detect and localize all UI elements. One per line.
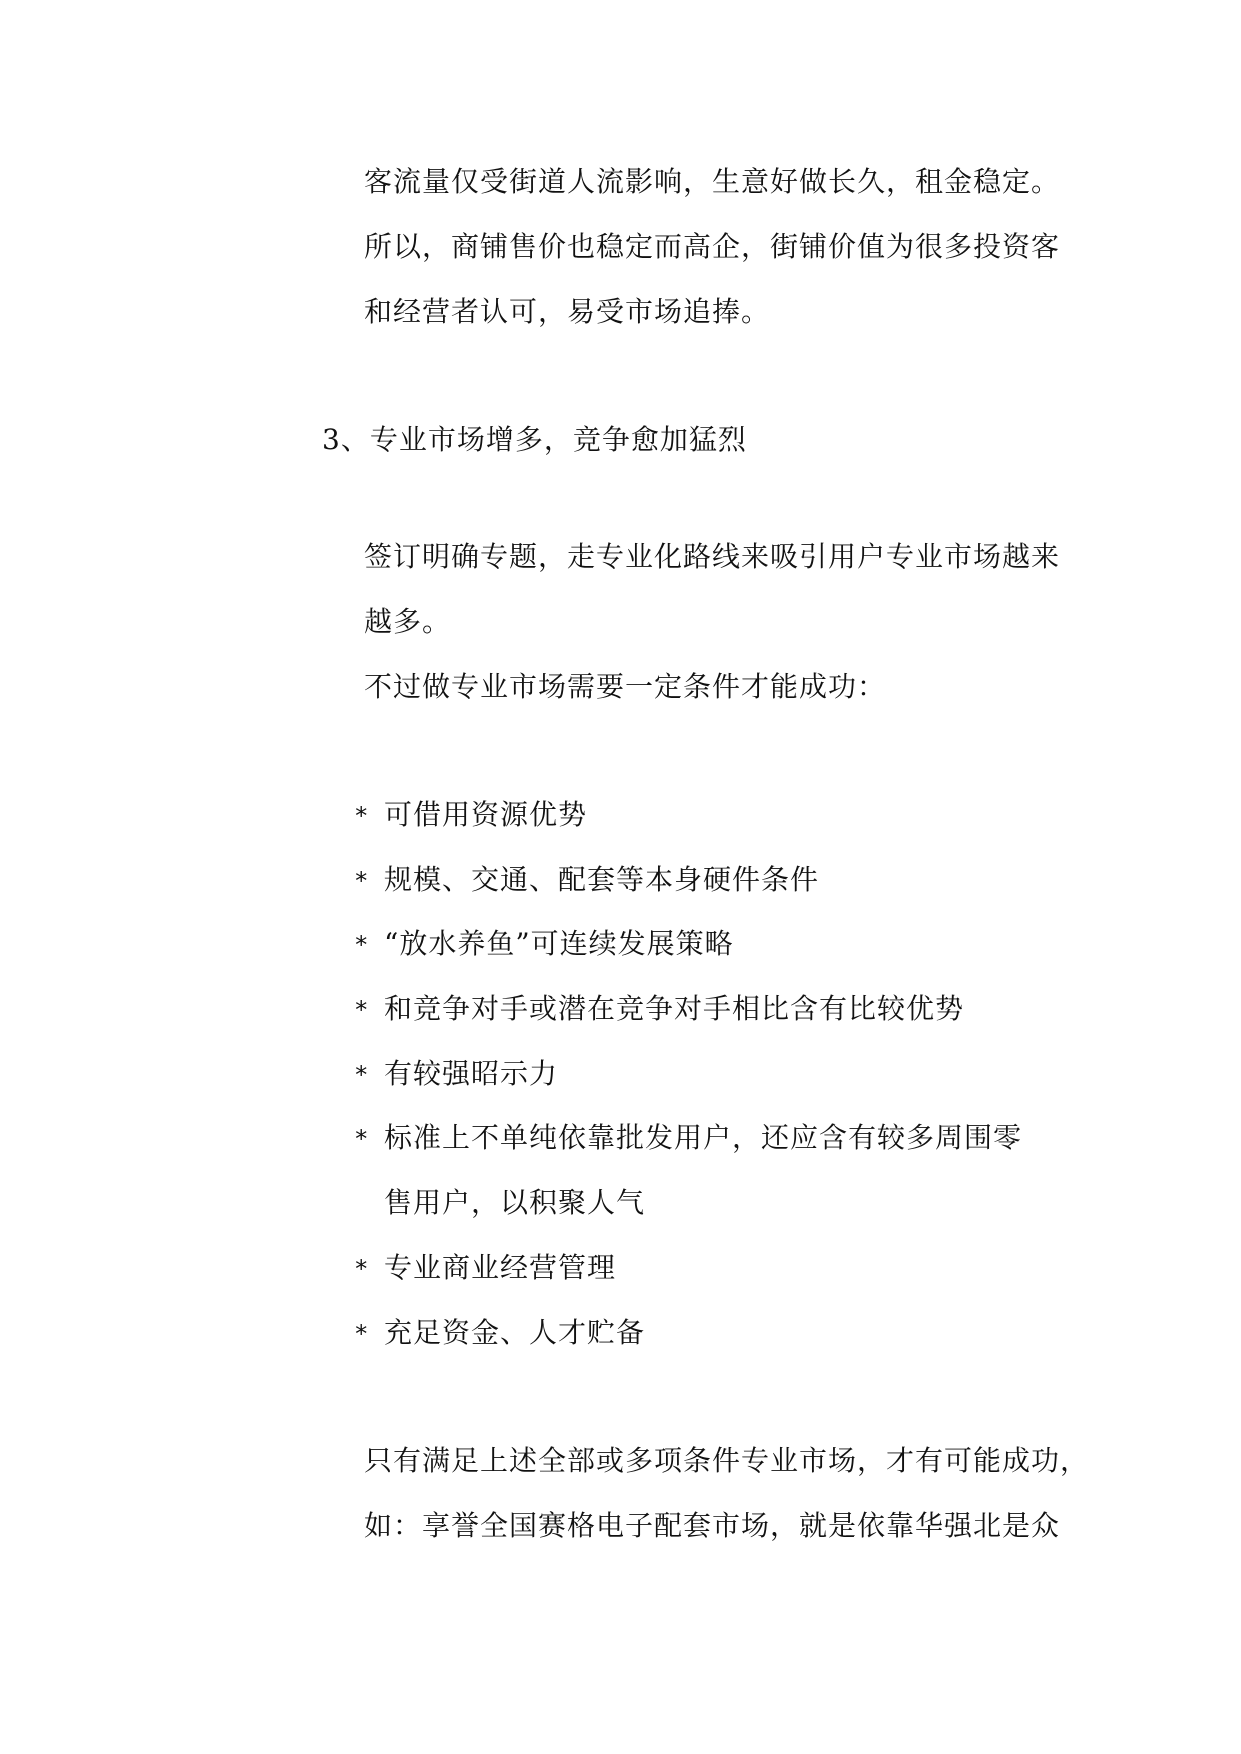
list-item [354, 991, 964, 1028]
list-item [354, 926, 734, 963]
section-heading: 3、专业市场增多，竞争愈加猛烈 [322, 423, 747, 456]
list-item-text: “放水养鱼”可连续发展策略 [384, 927, 734, 960]
list-item-text: 规模、交通、配套等本身硬件条件 [384, 863, 820, 896]
list-item-text: 专业商业经营管理 [384, 1251, 617, 1284]
paragraph-line: 所以，商铺售价也稳定而高企，街铺价值为很多投资客 [364, 230, 1061, 263]
bullet-marker: * [354, 931, 370, 959]
bullet-marker: * [354, 1061, 370, 1089]
list-item-text: 有较强昭示力 [384, 1057, 559, 1090]
paragraph-line: 客流量仅受街道人流影响，生意好做长久，租金稳定。 [364, 165, 1061, 198]
bullet-marker: * [354, 996, 370, 1024]
list-item [354, 1120, 1022, 1157]
paragraph-line: 不过做专业市场需要一定条件才能成功： [364, 670, 887, 703]
bullet-marker: * [354, 1255, 370, 1283]
list-item [354, 1250, 616, 1287]
bullet-marker: * [354, 802, 370, 830]
paragraph-line: 越多。 [364, 605, 452, 638]
paragraph-line: 如：享誉全国赛格电子配套市场，就是依靠华强北是众 [364, 1509, 1061, 1542]
list-item-text: 充足资金、人才贮备 [384, 1316, 646, 1349]
bullet-marker: * [354, 1125, 370, 1153]
paragraph-line: 只有满足上述全部或多项条件专业市场，才有可能成功， [364, 1444, 1090, 1477]
list-item-text: 和竞争对手或潜在竞争对手相比含有比较优势 [384, 992, 965, 1025]
list-item-continuation: 售用户，以积聚人气 [384, 1186, 646, 1219]
list-item-text: 可借用资源优势 [384, 798, 588, 831]
bullet-marker: * [354, 867, 370, 895]
list-item [354, 862, 819, 899]
list-item [354, 797, 587, 834]
paragraph-line: 和经营者认可，易受市场追捧。 [364, 295, 771, 328]
paragraph-line: 签订明确专题，走专业化路线来吸引用户专业市场越来 [364, 540, 1061, 573]
list-item [354, 1315, 645, 1352]
list-item [354, 1056, 558, 1093]
list-item-text: 标准上不单纯依靠批发用户，还应含有较多周围零 [384, 1121, 1023, 1154]
bullet-marker: * [354, 1320, 370, 1348]
